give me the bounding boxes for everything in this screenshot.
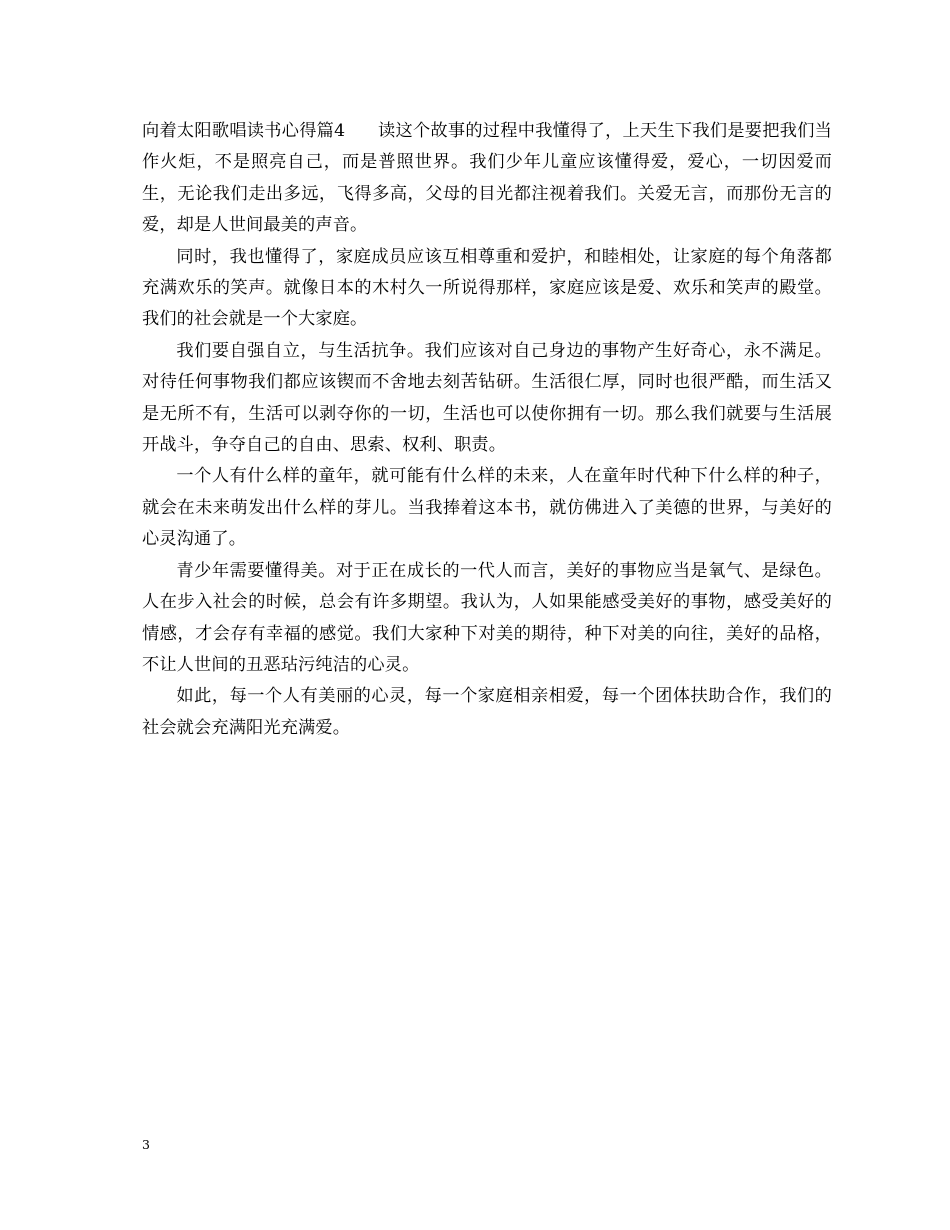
paragraph-4: 一个人有什么样的童年，就可能有什么样的未来，人在童年时代种下什么样的种子，就会在未来萌发出什么样的芽儿。当我捧着这本书，就仿佛进入了美德的世界，与美好的心灵沟通了。 [142, 466, 832, 550]
document-title: 向着太阳歌唱读书心得篇4 [142, 121, 346, 141]
paragraph-3: 我们要自强自立，与生活抗争。我们应该对自己身边的事物产生好奇心，永不满足。对待任何事物我们都应该锲而不舍地去刻苦钻研。生活很仁厚，同时也很严酷，而生活又是无所不有，生活可以剥夺你的一切，生活也可以使你拥有一切。那么我们就要与生活展开战斗，争夺自己的自由、思索、权利、职责。 [142, 340, 832, 456]
page-number: 3 [142, 1137, 150, 1152]
paragraph-5: 青少年需要懂得美。对于正在成长的一代人而言，美好的事物应当是氧气、是绿色。人在步入社会的时候，总会有许多期望。我认为，人如果能感受美好的事物，感受美好的情感，才会存有幸福的感觉。我们大家种下对美的期待，种下对美的向往，美好的品格，不让人世间的丑恶玷污纯洁的心灵。 [142, 560, 832, 675]
paragraph-1-text: 读这个故事的过程中我懂得了，上天生下我们是要把我们当作火炬，不是照亮自己，而是普照世界。我们少年儿童应该懂得爱，爱心，一切因爱而生，无论我们走出多远，飞得多高，父母的目光都注视着我们。关爱无言，而那份无言的爱，却是人世间最美的声音。 [142, 121, 832, 236]
paragraph-2: 同时，我也懂得了，家庭成员应该互相尊重和爱护，和睦相处，让家庭的每个角落都充满欢乐的笑声。就像日本的木村久一所说得那样，家庭应该是爱、欢乐和笑声的殿堂。我们的社会就是一个大家庭。 [142, 246, 832, 330]
paragraph-6: 如此，每一个人有美丽的心灵，每一个家庭相亲相爱，每一个团体扶助合作，我们的社会就会充满阳光充满爱。 [142, 686, 832, 738]
document-body [142, 116, 832, 744]
paragraph-1 [142, 116, 832, 242]
